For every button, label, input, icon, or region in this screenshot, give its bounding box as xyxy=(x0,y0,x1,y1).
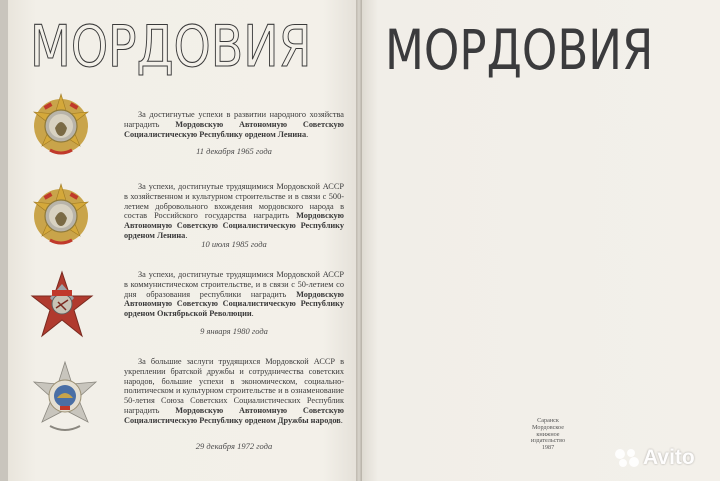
avito-watermark-text: Avito xyxy=(643,446,695,469)
order-of-lenin-icon xyxy=(30,180,92,252)
right-page-title: МОРДОВИЯ xyxy=(385,18,654,82)
decree-text-1: За достигнутые успехи в развитии народного хозяйства наградить Мордовскую Автономную Советскую Социалистическую Республику орденом Ленина. xyxy=(124,110,344,139)
publisher-line: Саранск xyxy=(537,417,559,424)
decree-text-2: За успехи, достигнутые трудящимися Мордовской АССР в хозяйственном и культурном строительстве и в связи с 500-летием добровольного вхождения мордовского народа в состав Российского государства наградить Мордовскую Автономную Советскую Социалистическую Республику орденом Ленина. xyxy=(124,182,344,240)
avito-logo-icon xyxy=(614,448,640,468)
decree-date-4: 29 декабря 1972 года xyxy=(195,441,273,451)
publisher-line: Мордовское xyxy=(532,423,564,431)
order-of-october-revolution-icon xyxy=(30,270,94,340)
decree-date-2: 10 июля 1985 года xyxy=(201,239,267,249)
publisher-line: 1987 xyxy=(541,444,555,452)
publisher-line: книжное xyxy=(536,430,560,438)
order-of-friendship-of-peoples-icon xyxy=(30,360,100,436)
avito-watermark xyxy=(614,446,695,470)
decree-date-1: 11 декабря 1965 года xyxy=(196,146,272,156)
left-page-title: МОРДОВИЯ xyxy=(30,14,312,80)
decree-text-4: За большие заслуги трудящихся Мордовской АССР в укреплении братской дружбы и сотрудничества советских народов, большие успехи в экономическом, социально-политическом и культурном строительстве и в ознаменование 50-летия Союза Советских Социалистических Республик наградить Мордовскую Автономную Советскую Социалистическую Республику орденом Дружбы народов. xyxy=(124,357,344,425)
order-of-lenin-icon xyxy=(30,90,92,162)
publisher-line: издательство xyxy=(530,437,566,445)
book-gutter xyxy=(356,0,362,481)
publisher-imprint xyxy=(508,418,588,452)
decree-date-3: 9 января 1980 года xyxy=(200,326,268,336)
decree-text-3: За успехи, достигнутые трудящимися Мордовской АССР в коммунистическом строительстве, и в связи с 50-летием со дня образования республики наградить Мордовскую Автономную Советскую Социалистическую Республику орденом Октябрьской Революции. xyxy=(124,270,344,319)
